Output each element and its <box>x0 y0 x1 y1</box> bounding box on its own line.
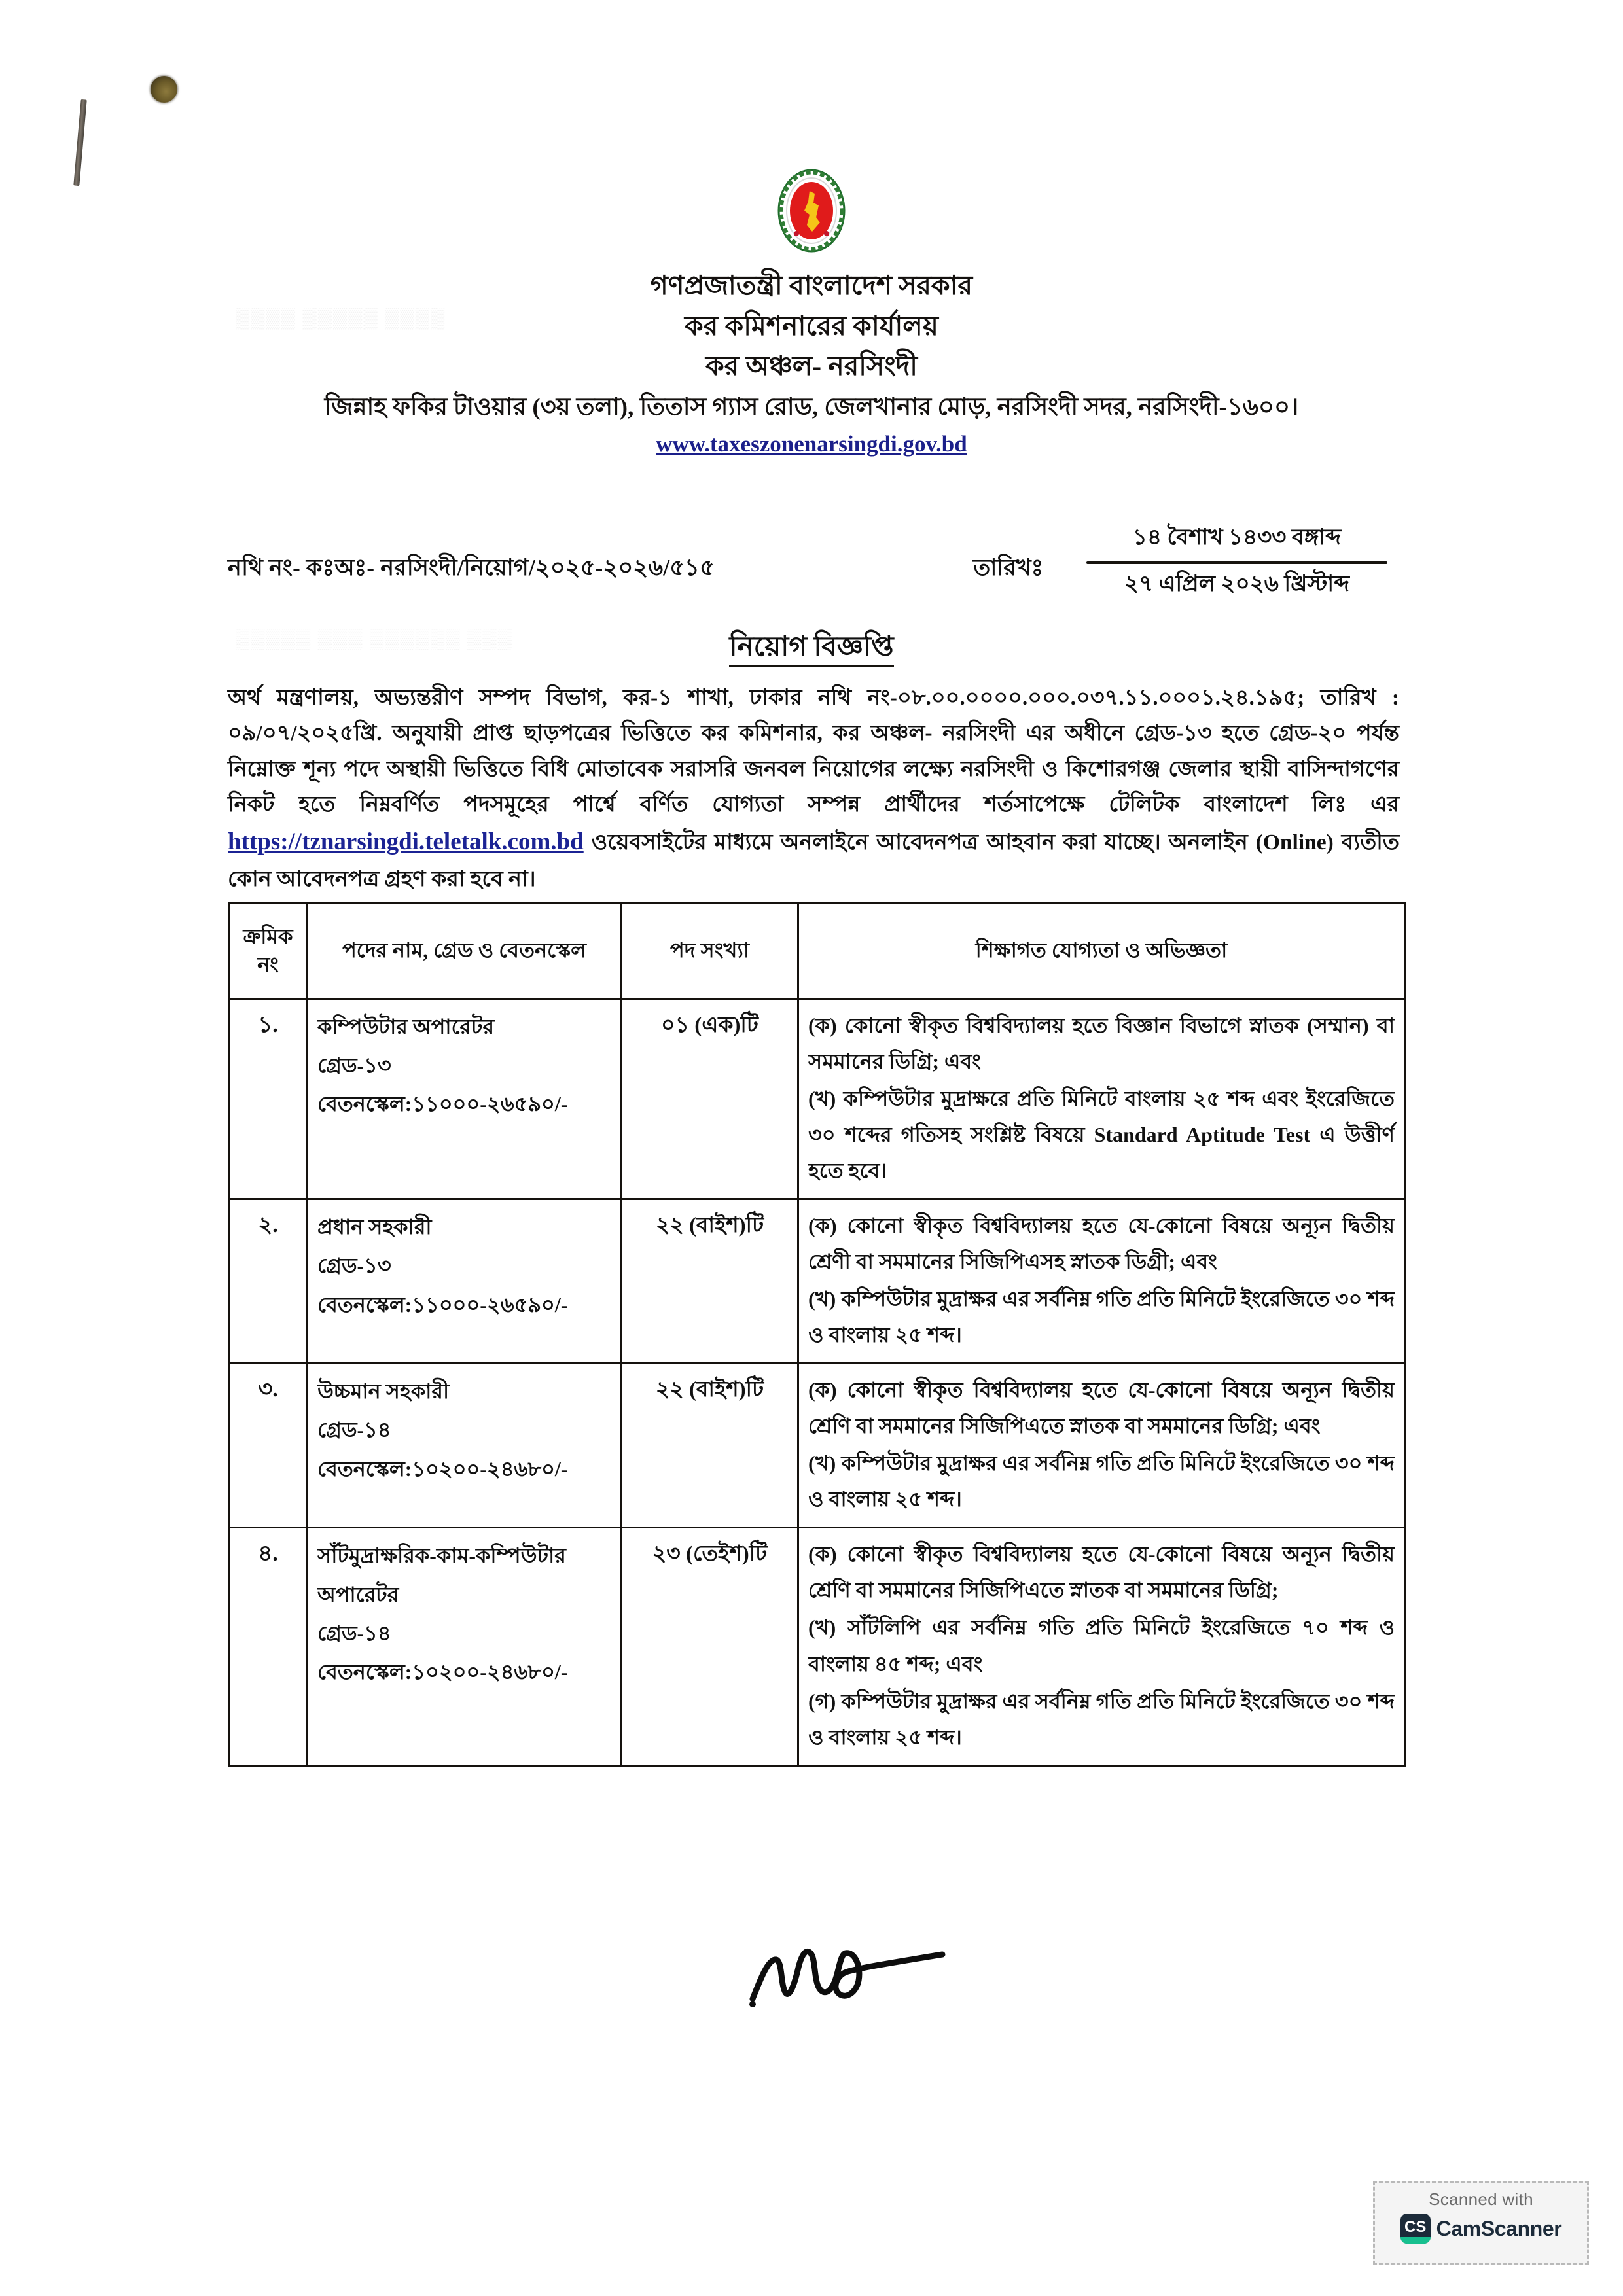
row-pay-scale: বেতনস্কেল:১০২০০-২৪৬৮০/- <box>317 1659 568 1684</box>
row-vacancy-count: ২২ (বাইশ)টি <box>622 1364 798 1528</box>
intro-paragraph <box>228 680 1399 897</box>
column-header-count: পদ সংখ্যা <box>622 903 798 999</box>
document-header <box>0 165 1623 457</box>
date-stack <box>1086 520 1387 604</box>
date-divider <box>1086 561 1387 564</box>
org-name-line-3: কর অঞ্চল- নরসিংদী <box>705 351 918 381</box>
table-row <box>229 999 1405 1199</box>
row-serial: ৪. <box>229 1528 308 1765</box>
bleed-through-ghost: ▒▒▒▒ ▒▒▒▒▒ ▒▒▒▒ <box>236 308 446 329</box>
memo-and-date-row <box>0 527 1623 605</box>
intro-paragraph-part-2: ওয়েবসাইটের মাধ্যমে অনলাইনে আবেদনপত্র আহবান করা যাচ্ছে। অনলাইন (Online) ব্যতীত কোন আবেদনপত্র গ্রহণ করা হবে না। <box>228 830 1399 891</box>
column-header-serial: ক্রমিক নং <box>229 903 308 999</box>
memo-number: নথি নং- কঃঅঃ- নরসিংদী/নিয়োগ/২০২৫-২০২৬/৫১৫ <box>228 555 715 580</box>
row-grade: গ্রেড-১৩ <box>317 1053 391 1078</box>
row-pay-scale: বেতনস্কেল:১০২০০-২৪৬৮০/- <box>317 1457 568 1481</box>
row-vacancy-count: ২৩ (তেইশ)টি <box>622 1528 798 1765</box>
date-bangla: ১৪ বৈশাখ ১৪৩৩ বঙ্গাব্দ <box>1132 525 1342 550</box>
row-qualification-cell <box>798 999 1405 1199</box>
date-english: ২৭ এপ্রিল ২০২৬ খ্রিস্টাব্দ <box>1124 572 1350 596</box>
row-post-name: প্রধান সহকারী <box>317 1215 432 1239</box>
column-header-post: পদের নাম, গ্রেড ও বেতনস্কেল <box>308 903 622 999</box>
qualification-item: (খ) কম্পিউটার মুদ্রাক্ষর এর সর্বনিম্ন গতি প্রতি মিনিটে ইংরেজিতে ৩০ শব্দ ও বাংলায় ২৫ শব্দ। <box>808 1287 1395 1347</box>
table-row <box>229 1199 1405 1364</box>
camscanner-brand-name: CamScanner <box>1436 2216 1562 2240</box>
table-row <box>229 1364 1405 1528</box>
camscanner-logo-bar <box>1400 2237 1431 2244</box>
row-post-cell <box>308 999 622 1199</box>
row-grade: গ্রেড-১৪ <box>317 1621 391 1645</box>
column-header-qualification: শিক্ষাগত যোগ্যতা ও অভিজ্ঞতা <box>798 903 1405 999</box>
row-post-cell <box>308 1528 622 1765</box>
row-vacancy-count: ২২ (বাইশ)টি <box>622 1199 798 1364</box>
row-serial: ১. <box>229 999 308 1199</box>
row-qualification-cell <box>798 1364 1405 1528</box>
row-grade: গ্রেড-১৪ <box>317 1418 391 1442</box>
row-qualification-cell <box>798 1528 1405 1765</box>
qualification-item: (ক) কোনো স্বীকৃত বিশ্ববিদ্যালয় হতে যে-কোনো বিষয়ে অন্যূন দ্বিতীয় শ্রেণি বা সমমানের সিজিপিএতে স্নাতক বা সমমানের ডিগ্রি; এবং <box>808 1378 1395 1438</box>
row-post-name: সাঁটমুদ্রাক্ষরিক-কাম-কম্পিউটার অপারেটর <box>317 1544 566 1606</box>
qualification-item: (গ) কম্পিউটার মুদ্রাক্ষর এর সর্বনিম্ন গতি প্রতি মিনিটে ইংরেজিতে ৩০ শব্দ ও বাংলায় ২৫ শব্দ। <box>808 1689 1395 1749</box>
office-address: জিন্নাহ ফকির টাওয়ার (৩য় তলা), তিতাস গ্যাস রোড, জেলখানার মোড়, নরসিংদী সদর, নরসিংদী-১৬০০। <box>324 393 1299 421</box>
row-pay-scale: বেতনস্কেল:১১০০০-২৬৫৯০/- <box>317 1092 568 1116</box>
table-header-row <box>229 903 1405 999</box>
org-name-line-1: গণপ্রজাতন্ত্রী বাংলাদেশ সরকার <box>650 270 973 300</box>
camscanner-watermark <box>1373 2181 1589 2265</box>
qualification-item: (ক) কোনো স্বীকৃত বিশ্ববিদ্যালয় হতে বিজ্ঞান বিভাগে স্নাতক (সম্মান) বা সমমানের ডিগ্রি; এবং <box>808 1014 1395 1074</box>
row-post-name: উচ্চমান সহকারী <box>317 1379 450 1404</box>
row-serial: ২. <box>229 1199 308 1364</box>
intro-paragraph-part-1: অর্থ মন্ত্রণালয়, অভ্যন্তরীণ সম্পদ বিভাগ, কর-১ শাখা, ঢাকার নথি নং-০৮.০০.০০০০.০০০.০৩৭.১১.০০০১.২৪.১৯৫; তারিখ : ০৯/০৭/২০২৫খ্রি. অনুযায়ী প্রাপ্ত ছাড়পত্রের ভিত্তিতে কর কমিশনার, কর অঞ্চল- নরসিংদী এর অধীনে গ্রেড-১৩ হতে গ্রেড-২০ পর্যন্ত নিম্নোক্ত শূন্য পদে অস্থায়ী ভিত্তিতে বিধি মোতাবেক সরাসরি জনবল নিয়োগের লক্ষ্যে নরসিংদী ও কিশোরগঞ্জ জেলার স্থায়ী বাসিন্দাগণের নিকট হতে নিম্নবর্ণিত পদসমূহের পার্শ্বে বর্ণিত যোগ্যতা সম্পন্ন প্রার্থীদের শর্তসাপেক্ষে টেলিটক বাংলাদেশ লিঃ এর <box>228 686 1399 817</box>
vacancy-table-wrapper <box>228 902 1406 1767</box>
row-grade: গ্রেড-১৩ <box>317 1254 391 1278</box>
row-qualification-cell <box>798 1199 1405 1364</box>
qualification-item: (ক) কোনো স্বীকৃত বিশ্ববিদ্যালয় হতে যে-কোনো বিষয়ে অন্যূন দ্বিতীয় শ্রেণী বা সমমানের সিজিপিএসহ স্নাতক ডিগ্রী; এবং <box>808 1214 1395 1274</box>
camscanner-logo-text: CS <box>1404 2217 1427 2236</box>
qualification-item: (খ) সাঁটলিপি এর সর্বনিম্ন গতি প্রতি মিনিটে ইংরেজিতে ৭০ শব্দ ও বাংলায় ৪৫ শব্দ; এবং <box>808 1616 1395 1676</box>
date-label: তারিখঃ <box>973 555 1044 580</box>
application-portal-link[interactable]: https://tznarsingdi.teletalk.com.bd <box>228 828 584 856</box>
camscanner-logo-icon <box>1400 2214 1431 2244</box>
page-title-text: নিয়োগ বিজ্ঞপ্তি <box>729 632 893 667</box>
row-vacancy-count: ০১ (এক)টি <box>622 999 798 1199</box>
handwritten-signature <box>746 1920 1008 2032</box>
camscanner-brand-row <box>1375 2214 1587 2244</box>
bleed-through-ghost: ▒▒▒▒▒ ▒▒▒ ▒▒▒▒▒▒ ▒▒▒ <box>236 628 513 650</box>
bangladesh-government-emblem-icon <box>773 165 850 256</box>
org-name-line-2: কর কমিশনারের কার্যালয় <box>685 310 938 341</box>
row-serial: ৩. <box>229 1364 308 1528</box>
qualification-item: (ক) কোনো স্বীকৃত বিশ্ববিদ্যালয় হতে যে-কোনো বিষয়ে অন্যূন দ্বিতীয় শ্রেণি বা সমমানের সিজিপিএতে স্নাতক বা সমমানের ডিগ্রি; <box>808 1542 1395 1602</box>
row-post-name: কম্পিউটার অপারেটর <box>317 1015 495 1038</box>
row-pay-scale: বেতনস্কেল:১১০০০-২৬৫৯০/- <box>317 1292 568 1316</box>
camscanner-scanned-with-label: Scanned with <box>1429 2189 1533 2209</box>
office-website-link[interactable]: www.taxeszonenarsingdi.gov.bd <box>656 431 967 457</box>
row-post-cell <box>308 1364 622 1528</box>
qualification-item: (খ) কম্পিউটার মুদ্রাক্ষর এর সর্বনিম্ন গতি প্রতি মিনিটে ইংরেজিতে ৩০ শব্দ ও বাংলায় ২৫ শব্দ। <box>808 1451 1395 1511</box>
qualification-item: (খ) কম্পিউটার মুদ্রাক্ষরে প্রতি মিনিটে বাংলায় ২৫ শব্দ এবং ইংরেজিতে ৩০ শব্দের গতিসহ সংশ্লিষ্ট বিষয়ে Standard Aptitude Test এ উত্তীর্ণ হতে হবে। <box>808 1087 1395 1183</box>
table-row <box>229 1528 1405 1765</box>
page-title <box>0 625 1623 671</box>
row-post-cell <box>308 1199 622 1364</box>
vacancy-table <box>228 902 1406 1767</box>
punch-hole-artifact <box>151 76 177 103</box>
